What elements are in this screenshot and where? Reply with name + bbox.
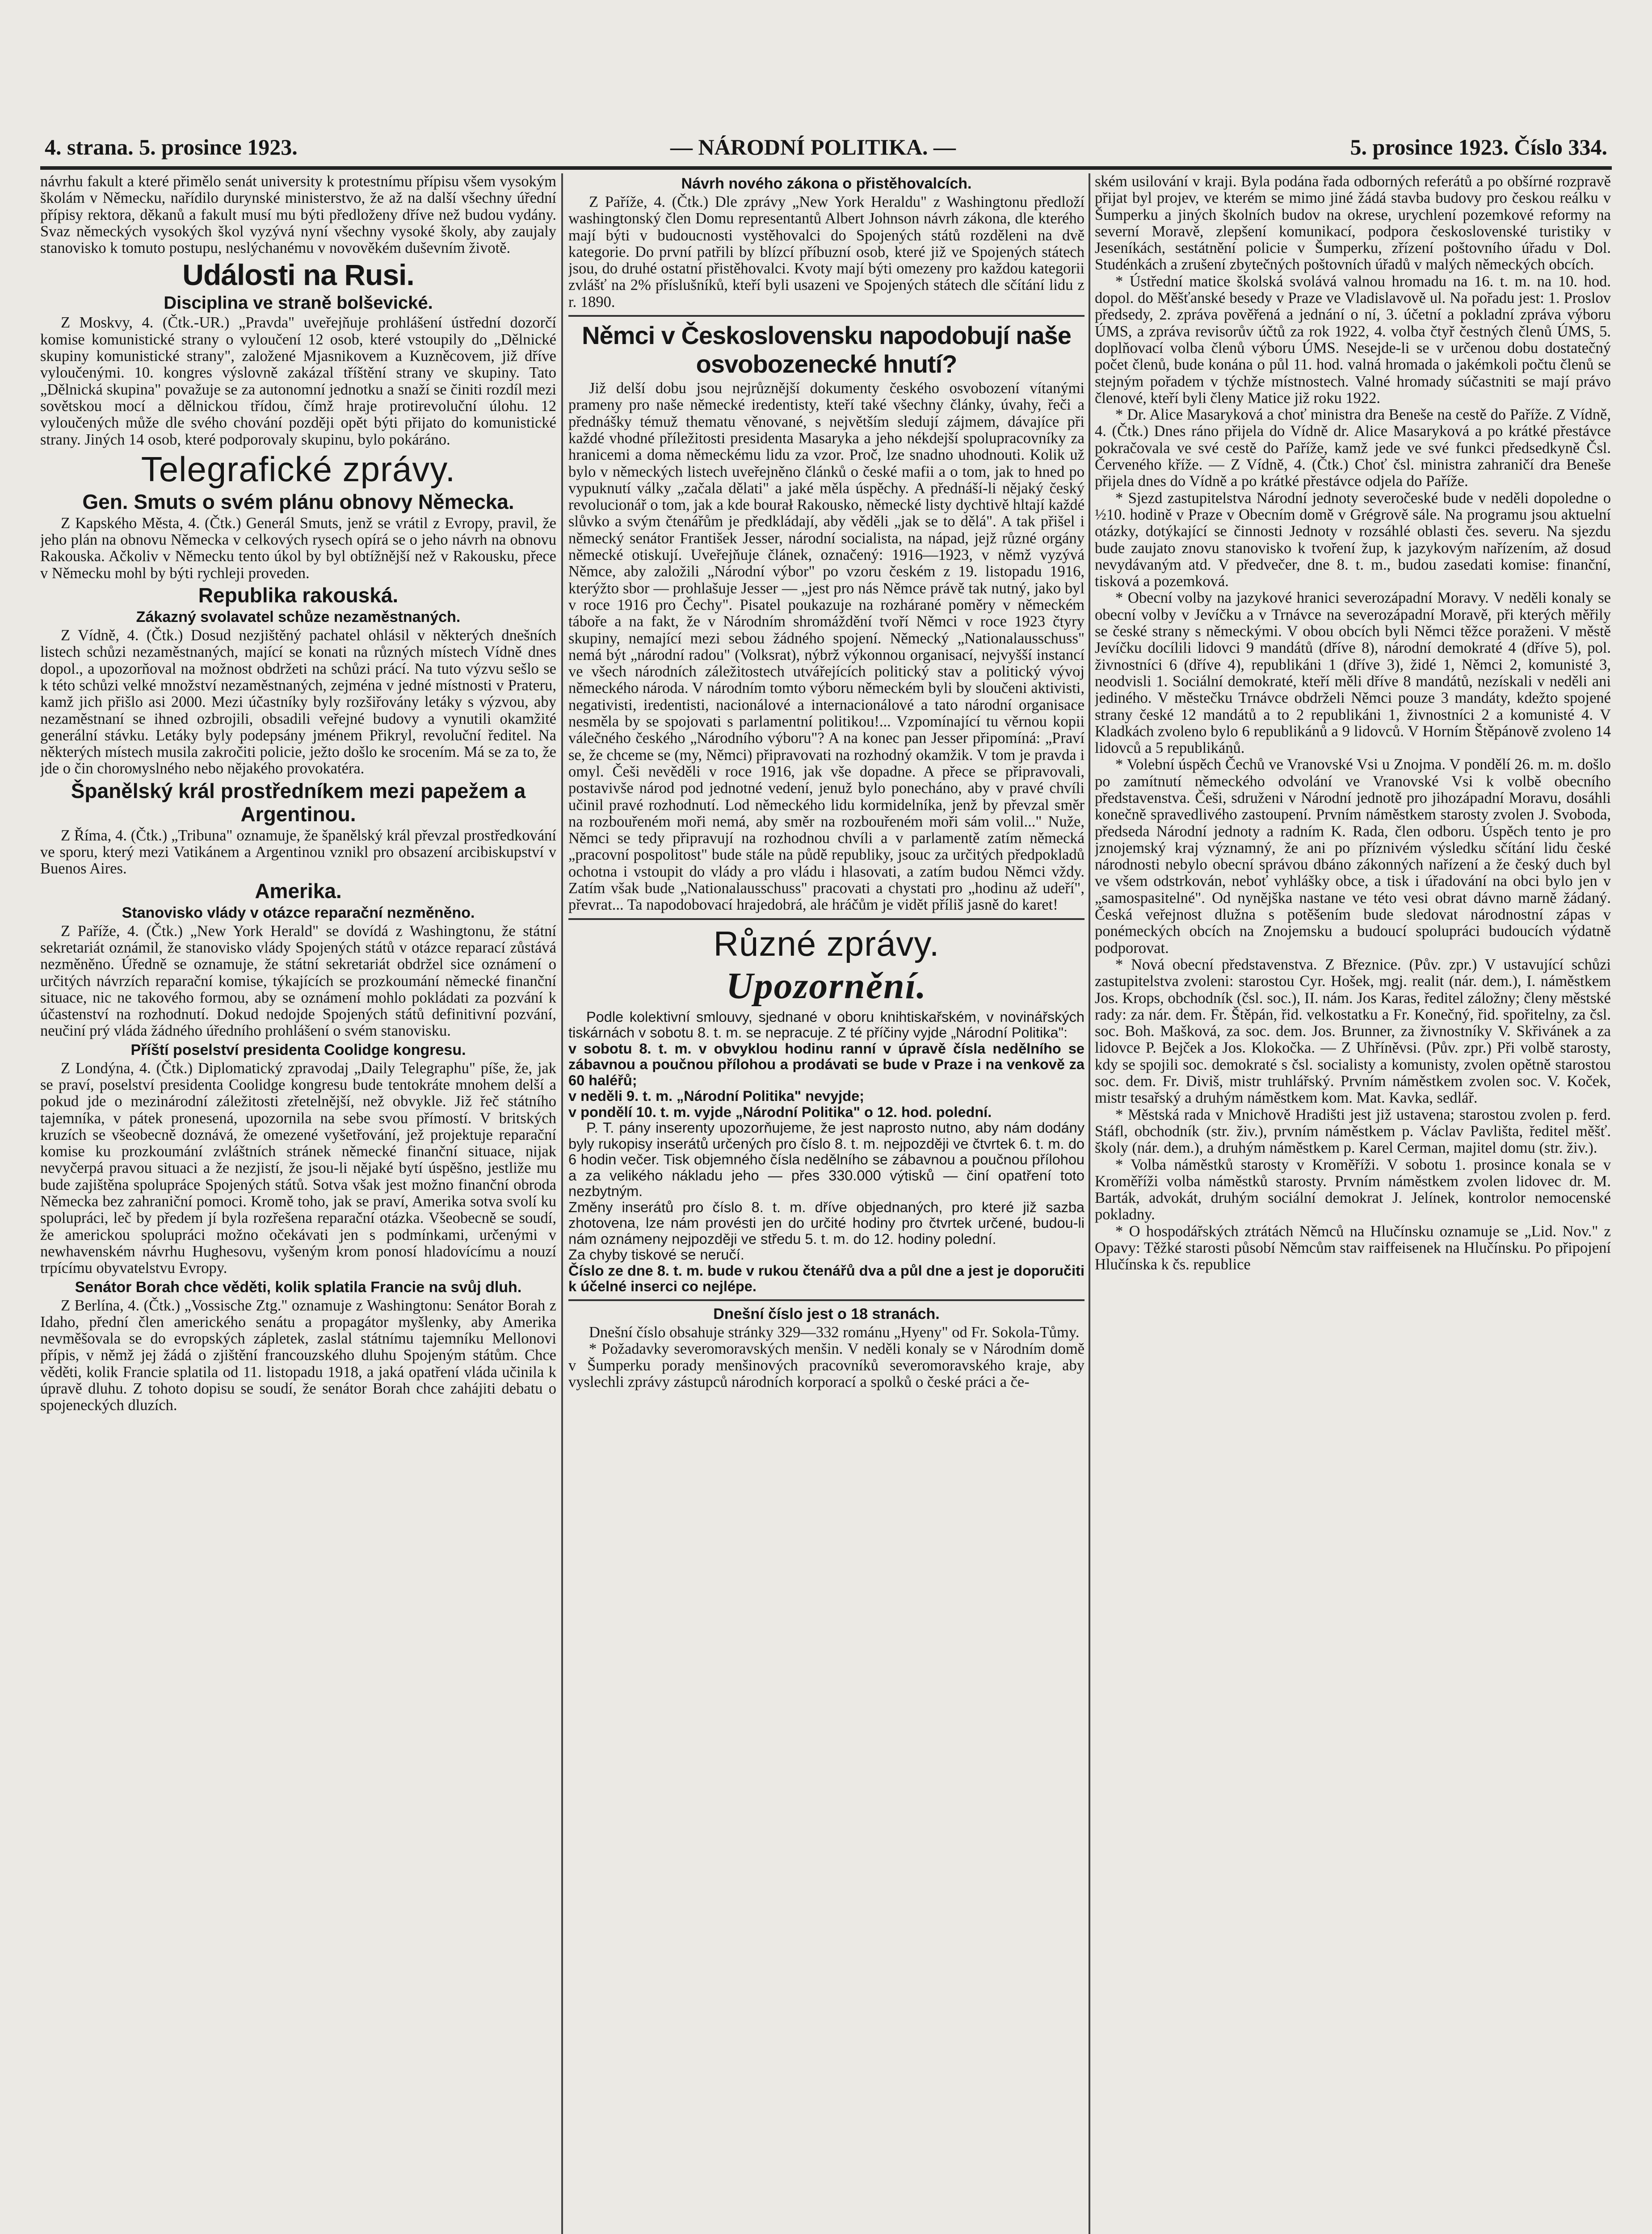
news-item: * Volba náměstků starosty v Kroměříži. V sobotu 1. prosince konala se v Kroměříži volba náměstků starosty. Prvním náměstkem zvolen lidovec dr. M. Barták, advokát, druhým sociální demokrat J. Jelínek, kontrolor nemocenské pokladny.: [1095, 1156, 1611, 1223]
article-body: Z Paříže, 4. (Čtk.) „New York Herald" se dovídá z Washingtonu, že státní sekretariát oznámil, že stanovisko vlády Spojených států v otázce reparací zůstává nezměněno. Úředně se oznamuje, že státní sekretariát obdržel sice oznámení o určitých návrzích reparační komise, týkajících se prozkoumání německé finanční situace, nic ne takového formou, aby se oznámení mohlo pokládati za pozvání k účastenství na rozhodnutí. Dokud nedojde Spojených států definitivní pozvání, neučiní prý vláda žádného úředního prohlášení o svém stanovisku.: [40, 922, 556, 1040]
section-heading: Události na Rusi.: [182, 258, 414, 292]
masthead-right: 5. prosince 1923. Číslo 334.: [1350, 134, 1607, 160]
column-1: [40, 173, 556, 2234]
article-body: Z Říma, 4. (Čtk.) „Tribuna" oznamuje, že španělský král převzal prostředkování ve sporu, který mezi Vatikánem a Argentinou vznikl pro obsazení arcibiskupství v Buenos Aires.: [40, 827, 556, 878]
masthead-left: 4. strana. 5. prosince 1923.: [45, 134, 298, 160]
article-heading: Zákazný svolavatel schůze nezaměstnaných.: [136, 609, 461, 626]
masthead-title: — NÁRODNÍ POLITIKA. —: [670, 134, 956, 160]
notice-text: Číslo ze dne 8. t. m. bude v rukou čtenářů dva a půl dne a jest je doporučiti k účelné inserci co nejlépe.: [568, 1262, 1085, 1295]
column-divider: [1089, 173, 1090, 2234]
section-heading: Republika rakouská.: [198, 584, 399, 607]
article-heading: Španělský král prostředníkem mezi papežem a Argentinou.: [71, 779, 526, 826]
section-heading: Amerika.: [255, 879, 342, 903]
notice-text: v pondělí 10. t. m. vyjde „Národní Politika" o 12. hod. polední.: [568, 1104, 992, 1120]
article-body: Z Moskvy, 4. (Čtk.-UR.) „Pravda" uveřejňuje prohlášení ústřední dozorčí komise komunistické strany o vyloučení 12 osob, které vstoupily do „Dělnické skupiny komunistické strany", založené Mjasnikovem a Kuzněcovem, již dříve vyloučenými. 10. kongres výslovně zakázal tříštění strany ve skupiny. Tato „Dělnická skupina" považuje se za autonomní jednotku a snaží se činiti rozdíl mezi sovětskou mocí a dělnickou třídou, čímž hraje protirevoluční úlohu. 12 vyloučených může dle svého chování později opět býti přijato do komunistické strany. Jiných 14 osob, které podporovaly skupinu, bylo pokáráno.: [40, 314, 556, 448]
article-continuation: návrhu fakult a které přimělo senát university k protestnímu přípisu všem vysokým školám v Německu, nařídilo durynské ministerstvo, že až na další všechny úřední přípisy rektora, děkanů a fakult musí mu býti předloženy dříve než budou vydány. Svaz německých vysokých škol vyzývá nyní všechny vysoké školy, aby zaujaly stanovisko k tomuto postupu, neslýchanému v novověkém duševním životě.: [40, 173, 556, 257]
masthead: [45, 134, 1607, 165]
article-heading: Návrh nového zákona o přistěhovalcích.: [681, 175, 972, 192]
article-body: Z Berlína, 4. (Čtk.) „Vossische Ztg." oznamuje z Washingtonu: Senátor Borah z Idaho, přední člen amerického senátu a propagátor myšlenky, aby Amerika nevměšovala se do evropských zápletek, zaslal státnímu tajemníku Mellonovi přípis, v němž jej žádá o zjištění francouzského dluhu Spojeným státům. Chce věděti, kolik Francie splatila od 11. listopadu 1918, a jaká opatření vláda učinila k úpravě dluhu. Z tohoto dopisu se soudí, že senátor Borah chce zahájiti debatu o spojeneckých dluzích.: [40, 1297, 556, 1414]
notice-text: Změny inserátů pro číslo 8. t. m. dříve objednaných, pro které již sazba zhotovena, lze nám provésti jen do určité hodiny pro čtvrtek určené, budou-li nám oznámeny nejpozději ve středu 5. t. m. do 12. hodiny polední.: [568, 1199, 1085, 1247]
news-item: * Dr. Alice Masaryková a choť ministra dra Beneše na cestě do Paříže. Z Vídně, 4. (Čtk.) Dnes ráno přijela do Vídně dr. Alice Masaryková a po krátké přestávce pokračovala ve své cestě do Paříže, kamž jede ve své funkci předsedkyně Čsl. Červeného kříže. — Z Vídně, 4. (Čtk.) Choť čsl. ministra zahraničí dra Beneše přijela dnes do Vídně a po krátké přestávce odjela do Paříže.: [1095, 406, 1611, 490]
section-heading: Různé zprávy.: [713, 924, 940, 963]
news-item: * Ústřední matice školská svolává valnou hromadu na 16. t. m. na 10. hod. dopol. do Měšťanské besedy v Praze ve Vladislavově ul. Na pořadu jest: 1. Proslov předsedy, 2. zpráva pověřená a jednání o ní, 3. účetní a pokladní zpráva výboru ÚMS, a zpráva revisorův účtů za rok 1922, 4. volba čtyř čestných členů ÚMS, 5. doplňovací volba členů výboru ÚMS. Nesejde-li se v určenou dobu dostatečný počet členů, bude konána o půl 11. hod. valná hromada o jakémkoli počtu členů se stejným pořadem v týchže místnostech. Valné hromady súčastniti se mají právo členové, kteří byli členy Matice již roku 1922.: [1095, 273, 1611, 407]
article-heading: Gen. Smuts o svém plánu obnovy Německa.: [82, 490, 514, 513]
article-body: Dnešní číslo obsahuje stránky 329—332 románu „Hyeny" od Fr. Sokola-Tůmy.: [589, 1323, 1080, 1341]
article-heading: Příští poselství presidenta Coolidge kongresu.: [130, 1041, 466, 1058]
divider: [568, 1299, 1085, 1301]
section-heading: Telegrafické zprávy.: [141, 449, 456, 489]
article-body: Již delší dobu jsou nejrůznější dokumenty českého osvobození vítanými prameny pro naše německé iredentisty, kteří také všechny články, úvahy, řeči a přednášky témuž thematu věnované, s největším sledují zájmem, dávajíce při každé vhodné příležitosti presidenta Masaryka a jeho nékdejší spolupracovníky za hranicemi a doma německému lidu za vzor. Proč, lze snadno uhodnouti. Kolik už bylo v německých listech uveřejněno článků o české mafii a o tom, jak to hned po vypuknutí války „začala dělati" a jaké měla úspěchy. A přednáší-li nějaký český revolucionář o tom, jak a kde bourał Rakousko, německé listy dychtivě hltají každé slůvko a svým čtenářům je předkládají, aby věděli „jak se to dělá". A tak přišel i německý senátor František Jesser, národní socialista, na nápad, jejž různé orgány německé otiskují. Uveřejňuje článek, označený: 1916—1923, v němž vyzývá Němce, aby založili „Národní výbor" po vzoru českém z 19. listopadu 1916, kterýžto sbor — prohlašuje Jesser — „jest pro nás Němce právě tak nutný, jako byl v roce 1916 pro Čechy". Pisatel poukazuje na rozhárané poměry v německém táboře a na fakt, že v Národním shromáždění tvoří Němci v roce 1923 čtyry skupiny, nemající mezi sebou žádného spojení. Německý „Nationalausschuss" nemá být „národní radou" (Volksrat), nýbrž výkonnou organisací, nejvyšší instancí ve všech národních záležitostech utvářejících politický stav a politický vývoj německého národa. V národním tomto výboru německém byli by sloučeni aktivisti, negativisti, iredentisti, nacionálové a internacionálové a tato národní organisace nesměla by se spojovati s parlamentní politikou!... Vzpomínající tu věrnou kopii válečného českého „Národního výboru"? A na konec pan Jesser připomíná: „Praví se, že chceme se (my, Němci) připravovati na rozhodný okamžik. V tom je pravda i omyl. Češi nevěděli v roce 1916, jak vše dopadne. A přece se připravovali, postavivše národ pod jednotné vedení, jenuž bylo ponecháno, aby v pravé chvíli učinil pravé rozhodnutí. Lod německého lidu kormidelníka, jenž by převzal směr na rozbouřeném moři nemá, aby směr na rozbouřeném moři sám volil..." Nuže, Němci se tedy připravují na rozhodnou chvíli a v parlamentě zatím německá „pracovní pospolitost" bude stále na půdě republiky, jsouc za určitých předpokladů ochotna i vstoupit do vlády a pro vládu i hlasovati, a zatím budou Němci vždy. Zatím však bude „Nationalausschuss" pracovati a chystati pro „hodinu až udeří", převrat... Ta napodobovací hrajedobrá, ale hráčům je vidět příliš jasně do karet!: [568, 380, 1085, 914]
article-heading: Dnešní číslo jest o 18 stranách.: [713, 1305, 940, 1323]
article-heading: Disciplina ve straně bolševické.: [164, 293, 433, 313]
news-item: * Volební úspěch Čechů ve Vranovské Vsi u Znojma. V pondělí 26. m. m. došlo po zamítnutí německého odvolání ve Vranovské Vsi k volbě obecního představenstva. Češi, sdruženi v Národní jednotě pro jihozápadní Moravu, dosáhli konečně spravedlivého zastoupení. Prvním náměstkem starosty zvolen J. Svoboda, předseda Národní jednoty a radním K. Rada, člen odboru. Úspěch tento je pro jznojemský kraj významný, že ani po příznivém výsledku sčítání lidu české národnosti nebylo obecní správou dbáno zákonných nařízení a že český duch byl ve všem odstrkován, neboť vyhlášky obce, a tisk i úřadování na obci bylo jen v „samospasitelné". Od nynějška nastane ve této vesi obrat dávno marně žádaný. Česká veřejnost dlužna s potěšením bude sledovat národnostní zápas v ponémeckých obcích na Znojemsku a budoucí spolupráci budoucích výdatně podporovat.: [1095, 756, 1611, 957]
article-body: Z Vídně, 4. (Čtk.) Dosud nezjištěný pachatel ohlásil v některých dnešních listech schůzi nezaměstnaných, mající se konati na různých místech Vídně dnes dopol., a upozorňoval na možnost obdržeti na schůzi prácí. Na tuto výzvu sešlo se k této schůzi velké množství nezaměstnaných, zejména v jedné místnosti v Prateru, kamž jich přišlo asi 2000. Mezi účastníky byly rozšiřovány letáky s výzvou, aby nezaměstnaní se ihned ozbrojili, obsadili veřejné budovy a vynutili okamžité generální stávku. Letáky byly podepsány jménem Přikryl, revoluční ředitel. Na některých místech musila zakročiti policie, ježto došlo ke srocením. Má se za to, že jde o čin chorомyslného nebo nějakého provokatéra.: [40, 627, 556, 777]
notice-heading: Upozornění.: [726, 965, 927, 1007]
article-heading: Stanovisko vlády v otázce reparační nezměněno.: [122, 904, 475, 921]
column-3: [1095, 173, 1611, 2234]
article-heading: Senátor Borah chce věděti, kolik splatila Francie na svůj dluh.: [75, 1278, 522, 1296]
column-divider: [561, 173, 563, 2234]
article-body: Z Paříže, 4. (Čtk.) Dle zprávy „New York Heraldu" z Washingtonu předloží washingtonský člen Domu representantů Albert Johnson návrh zákona, dle kterého mají býti v budoucnosti vystěhovalci do Spojených států rozděleni na dvě kategorie. Do první patřili by blízcí příbuzní osob, které již ve Spojených státech jsou, do druhé ostatní přistěhovalci. Kvoty mají býti omezeny pro každou kategorii zvlášť na 2% příslušníků, kteří byli usazeni ve Spojených státech dle sčítání lidu z r. 1890.: [568, 193, 1085, 311]
masthead-rule: [40, 166, 1612, 170]
notice-text: Za chyby tiskové se neručí.: [568, 1247, 744, 1263]
column-2: [568, 173, 1085, 2234]
news-item: * O hospodářských ztrátách Němců na Hlučínsku oznamuje se „Lid. Nov." z Opavy: Těžké starosti působí Němcům stav raiffeisenek na Hlučínsku. Po připojení Hlučínska k čs. republice: [1095, 1222, 1611, 1273]
article-heading: Němci v Československu napodobují naše osvobozenecké hnutí?: [582, 321, 1071, 378]
article-body: * Požadavky severomoravských menšin. V neděli konaly se v Národním domě v Šumperku porady menšinových pracovníků severomoravského kraje, aby vyslechli zprávy zástupců národních korporací a spolků o české práci a če-: [568, 1340, 1085, 1391]
notice-text: v sobotu 8. t. m. v obvyklou hodinu ranní v úpravě čísla nedělního se zábavnou a poučnou přílohou a prodávati se bude v Praze i na venkově za 60 haléřů;: [568, 1040, 1085, 1088]
article-body: Z Londýna, 4. (Čtk.) Diplomatický zpravodaj „Daily Telegraphu" píše, že, jak se praví, poselství presidenta Coolidge kongresu bude tentokráte mnohem delší a pokud jde o mezinárodní záležitosti zřetelnější, než obvykle. Již řeč státního tajemníka, v pátek pronesená, upozornila na sebe svou přímostí. V britských kruzích se všeobecně doznává, že omezené vyšetřování, jež projektuje reparační komise ku prozkoumání zvláštních stránek německé finanční situace, nijak nevyčerpá pravou situaci a že nezjistí, že jsou-li nějaké bytí úspěšno, jestliže mu bude zajištěna spolupráce Spojených států. Sotva však jest možno finanční obroda Německa bez zahraniční pomoci. Kromě toho, jak se praví, Amerika sotva svolí ku spolupráci, leč by předem jí byla rozřešena reparační otázka. Všeobecně se soudí, že americkou spolupráci možno očekávati jen s podmínkami, určenými v newhavenském návrhu Hughesovu, vyšeným krom ponosí hladovícímu a nouzí trpícímu obyvatelstvu Evropy.: [40, 1059, 556, 1277]
notice-text: Podle kolektivní smlouvy, sjednané v oboru knihtiskařském, v novinářských tiskárnách v sobotu 8. t. m. se nepracuje. Z té příčiny vyjde „Národní Politika":: [568, 1008, 1085, 1041]
news-item: * Nová obecní představenstva. Z Březnice. (Pův. zpr.) V ustavující schůzi zastupitelstva zvoleni: starostou Cyr. Hošek, mgj. realit (nár. dem.), I. náměstkem Jos. Krops, obchodník (čsl. soc.), II. nám. Jos Karas, ředitel záložny; členy městské rady: za nár. dem. Fr. Štěpán, řid. velkostatku a Fr. Konečný, řid. spořitelny, za čsl. soc. Boh. Mašková, za soc. dem. Jos. Brunner, za živnostníky V. Skřivánek a za lidovce P. Bejček a Jos. Klokočka. — Z Uhříněvsi. (Pův. zpr.) Při volbě starosty, kdy se spojili soc. demokraté s čsl. socialisty a komunisty, zvolen opětně starostou soc. dem. Fr. Diviš, mistr truhlářský. Prvním náměstkem zvolen soc. V. Koček, mistr tesařský a druhým náměstkem kom. Mat. Kavka, sedlář.: [1095, 956, 1611, 1107]
notice-text: v neděli 9. t. m. „Národní Politika" nevyjde;: [568, 1088, 864, 1104]
article-body: Z Kapského Města, 4. (Čtk.) Generál Smuts, jenž se vrátil z Evropy, pravil, že jeho plán na obnovu Německa v celkových rysech opírá se o jeho návrh na obnovu Rakouska. Ačkoliv v Německu tento úkol by byl obtížnější než v Rakousku, přece v Německu mohl by býti rychleji proveden.: [40, 514, 556, 582]
divider: [568, 918, 1085, 920]
news-item: * Obecní volby na jazykové hranici severozápadní Moravy. V neděli konaly se obecní volby v Jevíčku a v Trnávce na severozápadní Moravě, při kterých měřily se české strany s německými. V obou obcích byli Němci těžce poraženi. V městě Jevíčku docílili lidovci 9 mandátů (dříve 8), národní demokraté 4 (dříve 5), pol. živnostníci 6 (dříve 4), republikáni 1 (dříve 3), židé 1, Němci 2, komunisté 3, neodvisli 1. Sociální demokraté, kteří měli dříve 8 mandátů, nezískali v neděli ani jediného. V městečku Trnávce obdrželi Němci pouze 3 mandáty, kdežto spojené strany české 12 mandátů a to 2 republikáni 1, živnostníci 2 a komunisté 4. V Kladkách zvoleno bylo 6 republikánů a 9 lidovců. V Horním Štěpánově zvoleno 14 lidovců a 5 republikánů.: [1095, 589, 1611, 757]
notice-text: P. T. pány inserenty upozorňujeme, že jest naprosto nutno, aby nám dodány byly rukopisy inserátů určených pro číslo 8. t. m. nejpozději ve čtvrtek 6. t. m. do 6 hodin večer. Tisk objemného čísla nedělního se zábavnou a poučnou přílohou a za velikého nákladu jeho — přes 330.000 výtisků — činí opatření toto nezbytným.: [568, 1120, 1085, 1200]
news-item: * Městská rada v Mnichově Hradišti jest již ustavena; starostou zvolen p. ferd. Stáfl, obchodník (str. živ.), prvním náměstkem p. Václav Pavlišta, ředitel měšť. školy (nár. dem.), a druhým náměstkem p. Karel Cerman, majitel domu (str. živ.).: [1095, 1106, 1611, 1157]
divider: [568, 315, 1085, 317]
news-item: * Sjezd zastupitelstva Národní jednoty severočeské bude v neděli dopoledne o ½10. hodině v Praze v Obecním domě v Grégrově sále. Na programu jsou aktuelní otázky, dotýkající se činnosti Jednoty v rozsáhlé oblasti čes. severu. Na sjezdu bude zaujato znovu stanovisko k tvoření žup, k jazykovým nařízením, až dosud nevydávaným atd. V předvečer, dne 8. t. m., budou zasedati komise: finanční, tisková a pozemková.: [1095, 489, 1611, 590]
article-continuation: ském usilování v kraji. Byla podána řada odborných referátů a po obšírné rozpravě přijat byl projev, ve kterém se mimo jiné žádá stavba budovy pro českou reálku v Šumperku a jiných školních budov na okrese, urychlení pozemkové reformy na severní Moravě, zlepšení komunikací, podpora československé turistiky v Jeseníkách, sestátnění policie v Šumperku, zřízení poštovního úřadu v Dol. Studénkách a zrušení zbytečných poštovních úřadů v malých německých obcích.: [1095, 173, 1611, 273]
